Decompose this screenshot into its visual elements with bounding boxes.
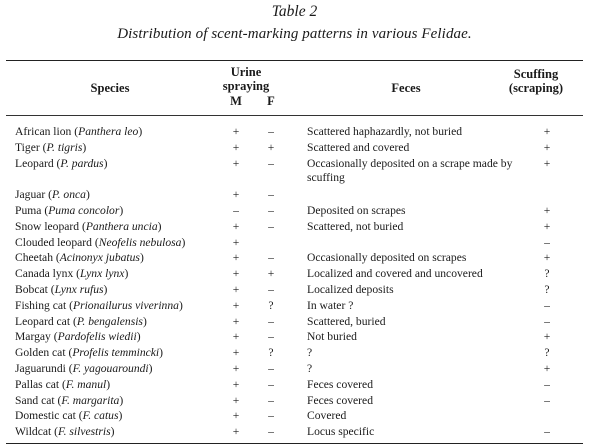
table-row bbox=[0, 236, 589, 252]
species-common-name: Sand cat bbox=[15, 393, 55, 407]
table-row bbox=[0, 220, 589, 236]
species-latin-name: Lynx rufus bbox=[54, 282, 104, 296]
species-latin-name: Panthera uncia bbox=[85, 219, 158, 233]
urine-male-cell: + bbox=[232, 188, 240, 202]
feces-cell: Occasionally deposited on a scrape made by scuffing bbox=[307, 156, 513, 184]
species-latin-name: F. manul bbox=[65, 377, 107, 391]
species-common-name: African lion bbox=[15, 125, 72, 138]
species-latin-name: F. yagouaroundi bbox=[72, 361, 149, 375]
feces-cell: Scattered and covered bbox=[307, 140, 410, 154]
species-cell: Wildcat (F. silvestris) bbox=[15, 425, 115, 439]
feces-cell: Deposited on scrapes bbox=[307, 203, 406, 217]
table-body bbox=[0, 125, 589, 441]
table-row bbox=[0, 141, 589, 157]
scuffing-cell: – bbox=[544, 425, 550, 439]
urine-male-cell: + bbox=[232, 267, 240, 281]
scuffing-cell: + bbox=[543, 251, 551, 265]
species-latin-name: P. onca bbox=[52, 188, 86, 202]
table-row bbox=[0, 299, 589, 315]
urine-female-cell: – bbox=[268, 188, 274, 202]
table-row bbox=[0, 188, 589, 204]
table-row bbox=[0, 362, 589, 378]
species-common-name: Golden cat bbox=[15, 346, 66, 360]
scuffing-cell: – bbox=[544, 314, 550, 328]
urine-female-cell: + bbox=[267, 267, 275, 281]
table-row bbox=[0, 157, 589, 189]
header-scuffing bbox=[490, 67, 582, 95]
table-row bbox=[0, 378, 589, 394]
urine-female-cell: + bbox=[267, 140, 275, 154]
feces-cell: Occasionally deposited on scrapes bbox=[307, 251, 467, 265]
table-row bbox=[0, 346, 589, 362]
species-cell: Golden cat (Profelis temmincki) bbox=[15, 346, 164, 360]
urine-male-cell: + bbox=[232, 377, 240, 391]
species-common-name: Cheetah bbox=[15, 251, 53, 265]
table-title: Distribution of scent-marking patterns in various Felidae. bbox=[117, 26, 472, 42]
species-common-name: Snow leopard bbox=[15, 219, 80, 233]
urine-male-cell: + bbox=[232, 235, 240, 249]
header-urine-line1: Urine bbox=[230, 65, 262, 79]
urine-male-cell: + bbox=[232, 330, 240, 344]
feces-cell: Feces covered bbox=[307, 393, 373, 407]
species-latin-name: Pardofelis wiedii bbox=[57, 330, 137, 344]
species-cell: Fishing cat (Prionailurus viverinna) bbox=[15, 298, 183, 312]
scuffing-cell: + bbox=[543, 140, 551, 154]
feces-cell: Localized deposits bbox=[307, 282, 394, 296]
species-common-name: Jaguar bbox=[15, 188, 46, 202]
scuffing-cell: – bbox=[544, 298, 550, 312]
species-common-name: Canada lynx bbox=[15, 267, 74, 281]
scuffing-cell: ? bbox=[544, 282, 550, 296]
urine-female-cell: – bbox=[268, 251, 274, 265]
species-latin-name: F. catus bbox=[82, 409, 119, 423]
species-cell: Clouded leopard (Neofelis nebulosa) bbox=[15, 235, 186, 249]
scuffing-cell: + bbox=[543, 361, 551, 375]
urine-female-cell: ? bbox=[268, 346, 274, 360]
species-cell: Leopard cat (P. bengalensis) bbox=[15, 314, 147, 328]
feces-cell: Not buried bbox=[307, 330, 357, 344]
species-latin-name: P. pardus bbox=[60, 156, 104, 170]
species-common-name: Bobcat bbox=[15, 282, 48, 296]
urine-female-cell: – bbox=[268, 425, 274, 439]
species-common-name: Leopard bbox=[15, 156, 54, 170]
species-latin-name: Panthera leo bbox=[78, 125, 139, 138]
top-rule bbox=[6, 60, 583, 61]
table-row bbox=[0, 267, 589, 283]
urine-female-cell: – bbox=[268, 125, 274, 138]
header-rule bbox=[6, 115, 583, 116]
urine-female-cell: – bbox=[268, 361, 274, 375]
species-cell: Jaguarundi (F. yagouaroundi) bbox=[15, 361, 153, 375]
header-urine-line2: spraying bbox=[222, 79, 270, 93]
species-common-name: Wildcat bbox=[15, 425, 52, 439]
urine-female-cell: – bbox=[268, 282, 274, 296]
feces-cell: ? bbox=[307, 361, 313, 375]
urine-male-cell: + bbox=[232, 346, 240, 360]
urine-male-cell: + bbox=[232, 219, 240, 233]
scuffing-cell: – bbox=[544, 235, 550, 249]
urine-male-cell: + bbox=[232, 125, 240, 138]
species-cell: Puma (Puma concolor) bbox=[15, 203, 124, 217]
species-cell: Cheetah (Acinonyx jubatus) bbox=[15, 251, 144, 265]
urine-male-cell: + bbox=[232, 140, 240, 154]
table-row bbox=[0, 409, 589, 425]
table-row bbox=[0, 204, 589, 220]
species-cell: Bobcat (Lynx rufus) bbox=[15, 282, 108, 296]
bottom-rule bbox=[6, 443, 583, 444]
species-common-name: Margay bbox=[15, 330, 51, 344]
header-species: Species bbox=[90, 81, 130, 95]
urine-female-cell: – bbox=[268, 377, 274, 391]
species-cell: Leopard (P. pardus) bbox=[15, 156, 108, 170]
species-latin-name: Acinonyx jubatus bbox=[59, 251, 140, 265]
scuffing-cell: ? bbox=[544, 267, 550, 281]
species-cell: Jaguar (P. onca) bbox=[15, 188, 90, 202]
table-row bbox=[0, 425, 589, 441]
table-label: Table 2 bbox=[271, 3, 318, 20]
header-scuffing-line2: (scraping) bbox=[508, 81, 564, 95]
urine-female-cell: ? bbox=[268, 298, 274, 312]
table-row bbox=[0, 251, 589, 267]
species-common-name: Jaguarundi bbox=[15, 361, 66, 375]
feces-cell: Covered bbox=[307, 409, 347, 423]
feces-cell: Scattered, not buried bbox=[307, 219, 404, 233]
table-row bbox=[0, 394, 589, 410]
urine-male-cell: + bbox=[232, 156, 240, 170]
scuffing-cell: + bbox=[543, 156, 551, 170]
species-latin-name: Profelis temmincki bbox=[72, 346, 160, 360]
urine-female-cell: – bbox=[268, 393, 274, 407]
urine-male-cell: + bbox=[232, 282, 240, 296]
species-latin-name: Prionailurus viverinna bbox=[72, 298, 179, 312]
feces-cell: In water ? bbox=[307, 298, 354, 312]
species-cell: Snow leopard (Panthera uncia) bbox=[15, 219, 162, 233]
species-latin-name: Puma concolor bbox=[48, 203, 120, 217]
species-common-name: Puma bbox=[15, 203, 42, 217]
scuffing-cell: ? bbox=[544, 346, 550, 360]
urine-male-cell: + bbox=[232, 298, 240, 312]
species-cell: Margay (Pardofelis wiedii) bbox=[15, 330, 141, 344]
scuffing-cell: + bbox=[543, 125, 551, 138]
urine-male-cell: + bbox=[232, 314, 240, 328]
species-common-name: Fishing cat bbox=[15, 298, 67, 312]
urine-male-cell: + bbox=[232, 361, 240, 375]
feces-cell: Feces covered bbox=[307, 377, 373, 391]
species-common-name: Leopard cat bbox=[15, 314, 71, 328]
species-cell: Canada lynx (Lynx lynx) bbox=[15, 267, 129, 281]
urine-female-cell: – bbox=[268, 330, 274, 344]
feces-cell: Scattered haphazardly, not buried bbox=[307, 125, 463, 138]
scuffing-cell: + bbox=[543, 203, 551, 217]
urine-male-cell: + bbox=[232, 393, 240, 407]
species-latin-name: Lynx lynx bbox=[80, 267, 125, 281]
species-cell: Domestic cat (F. catus) bbox=[15, 409, 123, 423]
species-latin-name: P. tigris bbox=[46, 140, 83, 154]
urine-male-cell: + bbox=[232, 409, 240, 423]
table-row bbox=[0, 315, 589, 331]
urine-male-cell: + bbox=[232, 251, 240, 265]
species-common-name: Clouded leopard bbox=[15, 235, 92, 249]
feces-cell: Scattered, buried bbox=[307, 314, 386, 328]
scuffing-cell: – bbox=[544, 377, 550, 391]
table-row bbox=[0, 330, 589, 346]
urine-male-cell: – bbox=[233, 203, 239, 217]
species-latin-name: Neofelis nebulosa bbox=[98, 235, 182, 249]
urine-female-cell: – bbox=[268, 203, 274, 217]
header-scuffing-line1: Scuffing bbox=[513, 67, 559, 81]
header-male: M bbox=[230, 94, 242, 108]
header-urine-spraying bbox=[200, 65, 292, 93]
species-common-name: Pallas cat bbox=[15, 377, 60, 391]
scuffing-cell: + bbox=[543, 330, 551, 344]
scuffing-cell: + bbox=[543, 219, 551, 233]
scuffing-cell: – bbox=[544, 393, 550, 407]
species-cell: Pallas cat (F. manul) bbox=[15, 377, 111, 391]
species-common-name: Domestic cat bbox=[15, 409, 76, 423]
feces-cell: ? bbox=[307, 346, 313, 360]
species-common-name: Tiger bbox=[15, 140, 40, 154]
species-cell: Tiger (P. tigris) bbox=[15, 140, 87, 154]
urine-female-cell: – bbox=[268, 219, 274, 233]
species-cell: Sand cat (F. margarita) bbox=[15, 393, 124, 407]
species-latin-name: P. bengalensis bbox=[76, 314, 143, 328]
species-latin-name: F. margarita bbox=[61, 393, 120, 407]
header-feces: Feces bbox=[391, 81, 421, 95]
table-row bbox=[0, 283, 589, 299]
species-cell: African lion (Panthera leo) bbox=[15, 125, 143, 138]
urine-female-cell: – bbox=[268, 314, 274, 328]
urine-female-cell: – bbox=[268, 156, 274, 170]
feces-cell: Localized and covered and uncovered bbox=[307, 267, 483, 281]
urine-female-cell: – bbox=[268, 409, 274, 423]
header-female: F bbox=[267, 94, 275, 108]
table-row bbox=[0, 125, 589, 141]
species-latin-name: F. silvestris bbox=[58, 425, 111, 439]
feces-cell: Locus specific bbox=[307, 425, 375, 439]
urine-male-cell: + bbox=[232, 425, 240, 439]
